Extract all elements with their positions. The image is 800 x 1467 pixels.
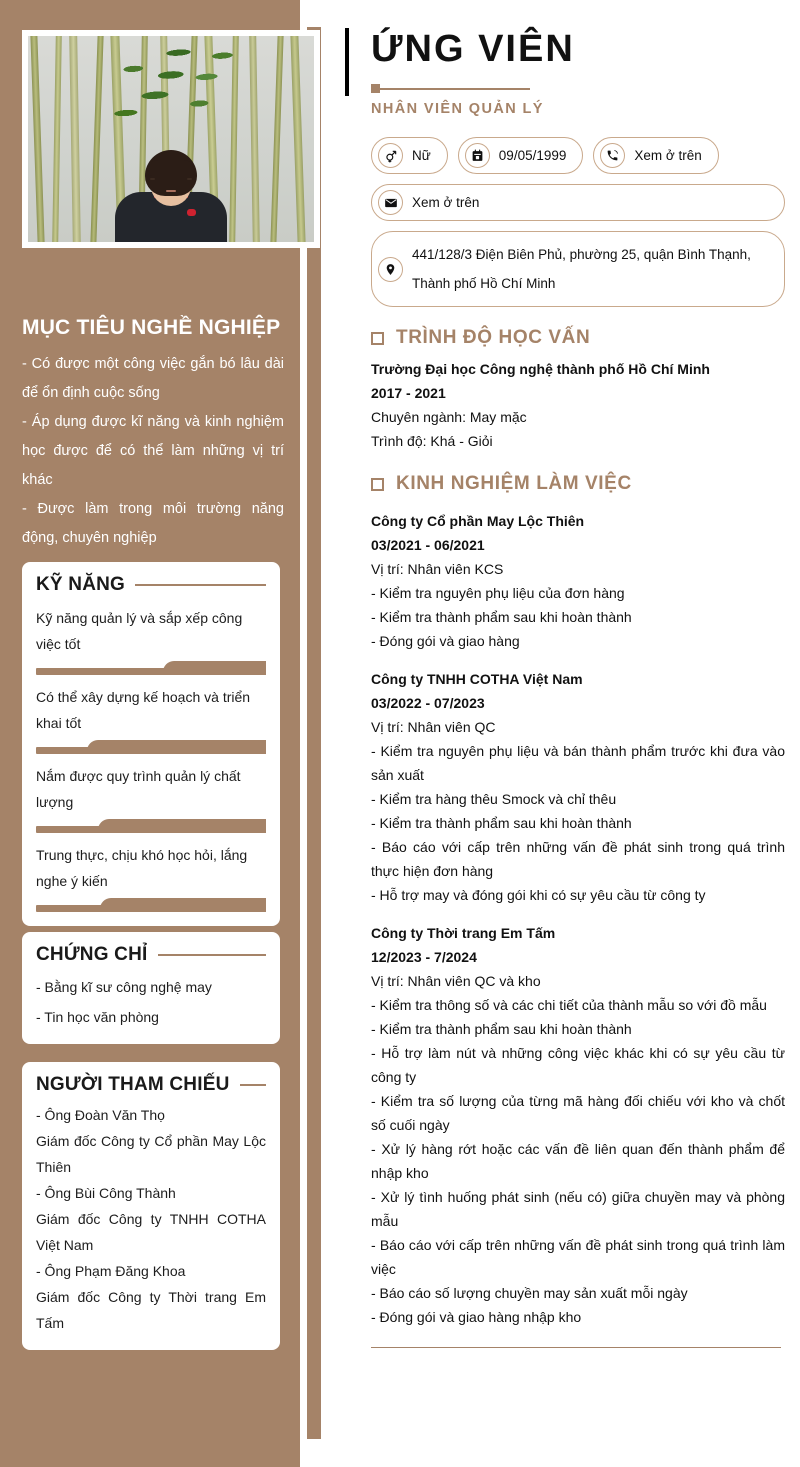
address-value: 441/128/3 Điện Biên Phủ, phường 25, quận Bình Thạnh, Thành phố Hồ Chí Minh	[412, 247, 751, 291]
references-card	[22, 1062, 280, 1350]
certificates-header	[36, 944, 266, 966]
job-duty: - Kiểm tra thành phẩm sau khi hoàn thành	[371, 815, 632, 831]
job-duty: - Kiểm tra số lượng của từng mã hàng đối chiếu với kho và chốt số cuối ngày	[371, 1093, 785, 1133]
experience-entry	[371, 921, 785, 1329]
job-role-subtitle: NHÂN VIÊN QUẢN LÝ	[371, 101, 544, 117]
job-duty: - Hỗ trợ làm nút và những công việc khác khi có sự yêu cầu từ công ty	[371, 1045, 785, 1085]
skill-label: Nắm được quy trình quản lý chất lượng	[36, 768, 241, 810]
section-marker-icon	[371, 332, 384, 345]
contact-row	[371, 137, 785, 174]
header-rule	[158, 954, 266, 956]
references-title: NGƯỜI THAM CHIẾU	[36, 1074, 230, 1095]
job-duty: - Hỗ trợ may và đóng gói khi có sự yêu cầu từ công ty	[371, 887, 706, 903]
job-duty: - Xử lý hàng rớt hoặc các vấn đề liên quan đến thành phẩm để nhập kho	[371, 1141, 785, 1181]
job-duty: - Báo cáo với cấp trên những vấn đề phát sinh trong quá trình thực hiện đơn hàng	[371, 839, 785, 879]
reference-name: - Ông Bùi Công Thành	[36, 1185, 176, 1201]
section-marker-icon	[371, 478, 384, 491]
rule-line	[380, 88, 530, 90]
education-major: Chuyên ngành: May mặc	[371, 409, 527, 425]
job-company: Công ty Thời trang Em Tấm	[371, 925, 556, 941]
job-period: 03/2021 - 06/2021	[371, 537, 485, 553]
job-duty: - Kiểm tra nguyên phụ liệu của đơn hàng	[371, 585, 625, 601]
certificate-item: - Tin học văn phòng	[36, 1009, 159, 1025]
skill-bar	[36, 740, 266, 754]
bottom-divider	[371, 1347, 781, 1348]
contact-address[interactable]	[371, 231, 785, 307]
experience-header	[371, 473, 785, 495]
contact-row	[371, 231, 785, 307]
phone-icon	[600, 143, 625, 168]
job-period: 12/2023 - 7/2024	[371, 949, 477, 965]
skills-header	[36, 574, 266, 596]
skill-item	[36, 763, 266, 833]
certificates-title: CHỨNG CHỈ	[36, 944, 148, 965]
person-silhouette-icon	[106, 150, 236, 242]
contact-email[interactable]	[371, 184, 785, 221]
job-duty: - Xử lý tình huống phát sinh (nếu có) giữa chuyền may và phòng mẫu	[371, 1189, 785, 1229]
skill-bar	[36, 898, 266, 912]
email-value: Xem ở trên	[412, 195, 480, 210]
skill-bar-fill	[98, 819, 266, 833]
skills-title: KỸ NĂNG	[36, 574, 126, 595]
skills-card	[22, 562, 280, 926]
education-grade: Trình độ: Khá - Giỏi	[371, 433, 493, 449]
experience-section	[345, 473, 785, 1329]
reference-role: Giám đốc Công ty Cổ phần May Lộc Thiên	[36, 1133, 266, 1175]
header-rule	[240, 1084, 267, 1086]
name-block	[345, 26, 785, 117]
experience-title: KINH NGHIỆM LÀM VIỆC	[396, 473, 632, 494]
objective-section	[22, 316, 284, 553]
reference-role: Giám đốc Công ty TNHH COTHA Việt Nam	[36, 1211, 266, 1253]
references-header	[36, 1074, 266, 1096]
name-accent-bar	[345, 28, 349, 96]
job-duty: - Đóng gói và giao hàng	[371, 633, 520, 649]
experience-entry	[371, 667, 785, 907]
reference-name: - Ông Phạm Đăng Khoa	[36, 1263, 186, 1279]
skill-label: Trung thực, chịu khó học hỏi, lắng nghe ý kiến	[36, 847, 248, 889]
photo-frame	[22, 30, 320, 248]
skill-label: Có thể xây dựng kế hoạch và triển khai tốt	[36, 689, 251, 731]
contact-gender[interactable]	[371, 137, 448, 174]
contact-list	[345, 137, 785, 307]
birthday-value: 09/05/1999	[498, 148, 567, 163]
job-duty: - Kiểm tra nguyên phụ liệu và bán thành phẩm trước khi đưa vào sản xuất	[371, 743, 785, 783]
skill-bar	[36, 819, 266, 833]
location-pin-icon	[378, 257, 403, 282]
job-position: Vị trí: Nhân viên KCS	[371, 561, 504, 577]
calendar-icon	[465, 143, 490, 168]
education-entry	[371, 357, 785, 453]
experience-entry	[371, 509, 785, 653]
education-school: Trường Đại học Công nghệ thành phố Hồ Chí Minh	[371, 361, 710, 377]
job-period: 03/2022 - 07/2023	[371, 695, 485, 711]
education-section	[345, 327, 785, 453]
reference-name: - Ông Đoàn Văn Thọ	[36, 1107, 165, 1123]
gender-value: Nữ	[412, 148, 431, 163]
objective-title: MỤC TIÊU NGHỀ NGHIỆP	[22, 316, 281, 339]
skill-bar-fill	[163, 661, 267, 675]
job-duty: - Kiểm tra thành phẩm sau khi hoàn thành	[371, 609, 632, 625]
objective-item: - Có được một công việc gắn bó lâu dài để ổn định cuộc sống	[22, 356, 284, 401]
certificates-card	[22, 932, 280, 1044]
main-column	[345, 0, 785, 1348]
certificate-item: - Bằng kĩ sư công nghệ may	[36, 979, 212, 995]
job-position: Vị trí: Nhân viên QC	[371, 719, 496, 735]
job-duty: - Báo cáo với cấp trên những vấn đề phát sinh trong quá trình làm việc	[371, 1237, 785, 1277]
contact-phone[interactable]	[593, 137, 718, 174]
job-duty: - Kiểm tra hàng thêu Smock và chỉ thêu	[371, 791, 617, 807]
avatar	[28, 36, 314, 242]
skill-item	[36, 684, 266, 754]
skill-item	[36, 842, 266, 912]
job-position: Vị trí: Nhân viên QC và kho	[371, 973, 541, 989]
job-company: Công ty TNHH COTHA Việt Nam	[371, 671, 583, 687]
reference-role: Giám đốc Công ty Thời trang Em Tấm	[36, 1289, 266, 1331]
contact-row	[371, 184, 785, 221]
education-years: 2017 - 2021	[371, 385, 446, 401]
skill-bar-fill	[100, 898, 266, 912]
objective-item: - Được làm trong môi trường năng động, chuyên nghiệp	[22, 501, 284, 546]
education-title: TRÌNH ĐỘ HỌC VẤN	[396, 327, 591, 348]
phone-value: Xem ở trên	[634, 148, 702, 163]
job-company: Công ty Cổ phần May Lộc Thiên	[371, 513, 585, 529]
title-rule	[371, 84, 785, 93]
job-duty: - Kiểm tra thành phẩm sau khi hoàn thành	[371, 1021, 632, 1037]
skill-item	[36, 605, 266, 675]
contact-birthday[interactable]	[458, 137, 584, 174]
job-duty: - Đóng gói và giao hàng nhập kho	[371, 1309, 582, 1325]
skill-bar	[36, 661, 266, 675]
education-header	[371, 327, 785, 349]
page-title: ỨNG VIÊN	[371, 28, 575, 70]
gender-icon	[378, 143, 403, 168]
rule-square	[371, 84, 380, 93]
skill-bar-fill	[87, 740, 266, 754]
job-duty: - Báo cáo số lượng chuyền may sản xuất mỗi ngày	[371, 1285, 688, 1301]
skill-label: Kỹ năng quản lý và sắp xếp công việc tốt	[36, 610, 243, 652]
header-rule	[135, 584, 266, 586]
job-duty: - Kiểm tra thông số và các chi tiết của thành mẫu so với đồ mẫu	[371, 997, 767, 1013]
envelope-icon	[378, 190, 403, 215]
objective-item: - Áp dụng được kĩ năng và kinh nghiệm học được để có thể làm những vị trí khác	[22, 414, 284, 488]
